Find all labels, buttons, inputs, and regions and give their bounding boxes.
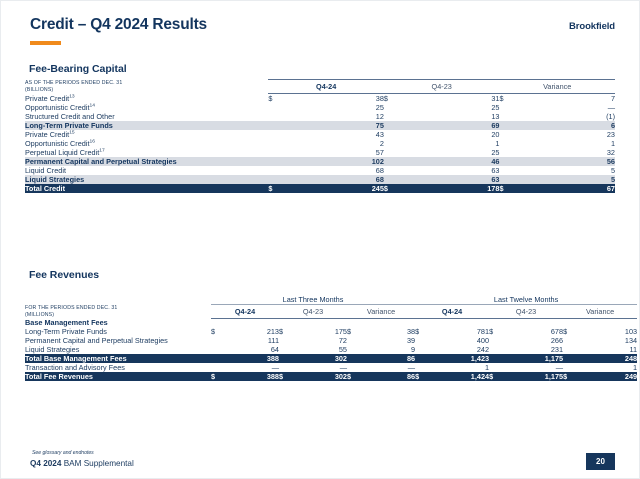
cell-value: 213: [227, 327, 279, 336]
currency-symbol: [415, 363, 431, 372]
cell-value: 20: [405, 130, 500, 139]
currency-symbol: [268, 103, 289, 112]
table-row: [25, 318, 637, 327]
cell-value: 103: [579, 327, 637, 336]
cell-value: 11: [579, 345, 637, 354]
cell-value: 248: [579, 354, 637, 363]
table-row: [25, 345, 637, 354]
currency-symbol: [347, 363, 363, 372]
currency-symbol: [499, 112, 520, 121]
cell-value: 86: [363, 354, 415, 363]
currency-symbol: [347, 354, 363, 363]
currency-symbol: $: [489, 327, 505, 336]
fee-bearing-capital-table: [25, 79, 615, 193]
table-body: [25, 93, 615, 193]
currency-symbol: [268, 175, 289, 184]
currency-symbol: $: [211, 327, 227, 336]
row-label: Liquid Strategies: [25, 345, 211, 354]
table-row: [25, 93, 615, 103]
cell-value: [505, 318, 563, 327]
cell-value: 102: [289, 157, 384, 166]
column-header-q423: Q4-23: [431, 81, 452, 91]
row-label: Transaction and Advisory Fees: [25, 363, 211, 372]
currency-symbol: [489, 363, 505, 372]
currency-symbol: [211, 363, 227, 372]
cell-value: 7: [520, 93, 615, 103]
footnote-marker: 17: [99, 148, 105, 154]
currency-symbol: [563, 318, 579, 327]
currency-symbol: [268, 121, 289, 130]
currency-symbol: $: [415, 372, 431, 381]
cell-value: [363, 318, 415, 327]
section-title-fee-bearing-capital: Fee-Bearing Capital: [29, 63, 127, 75]
col-rule-l12m-variance: [563, 305, 637, 319]
column-header-l3m-q424: Q4-24: [234, 306, 256, 316]
page-title: Credit – Q4 2024 Results: [30, 16, 207, 33]
table-row: [25, 139, 615, 148]
row-label: Long-Term Private Funds: [25, 121, 268, 130]
cell-value: 1: [431, 363, 489, 372]
currency-symbol: [384, 130, 405, 139]
currency-symbol: [384, 121, 405, 130]
cell-value: 388: [227, 354, 279, 363]
cell-value: 1,423: [431, 354, 489, 363]
cell-value: [431, 318, 489, 327]
cell-value: 1,175: [505, 354, 563, 363]
currency-symbol: [384, 148, 405, 157]
cell-value: 1,424: [431, 372, 489, 381]
cell-value: (1): [520, 112, 615, 121]
cell-value: 1: [405, 139, 500, 148]
cell-value: 23: [520, 130, 615, 139]
currency-symbol: $: [211, 372, 227, 381]
cell-value: [579, 318, 637, 327]
column-header-q424: Q4-24: [316, 81, 337, 91]
cell-value: 75: [289, 121, 384, 130]
cell-value: —: [363, 363, 415, 372]
spacer-cell: [25, 295, 211, 305]
currency-symbol: [279, 363, 295, 372]
footnote-marker: 15: [69, 130, 75, 136]
group-header-last-twelve-months: Last Twelve Months: [415, 295, 637, 305]
cell-value: 72: [295, 336, 347, 345]
table-row: [25, 372, 637, 381]
cell-value: 111: [227, 336, 279, 345]
currency-symbol: [499, 103, 520, 112]
currency-symbol: [347, 345, 363, 354]
currency-symbol: [489, 318, 505, 327]
cell-value: 178: [405, 184, 500, 193]
currency-symbol: [415, 336, 431, 345]
row-label: Total Fee Revenues: [25, 372, 211, 381]
cell-value: 5: [520, 166, 615, 175]
col-rule-variance: [499, 80, 615, 94]
currency-symbol: [279, 318, 295, 327]
currency-symbol: [279, 345, 295, 354]
row-label: Liquid Strategies: [25, 175, 268, 184]
currency-symbol: [268, 139, 289, 148]
table-row: [25, 354, 637, 363]
row-label: Base Management Fees: [25, 318, 108, 327]
row-label: Permanent Capital and Perpetual Strategies: [25, 336, 211, 345]
cell-value: 781: [431, 327, 489, 336]
footer-note: See glossary and endnotes: [32, 450, 94, 456]
row-label: Private Credit$^{13}$: [25, 93, 268, 103]
table-row: [25, 166, 615, 175]
currency-symbol: [347, 336, 363, 345]
caption-line-1: AS OF THE PERIODS ENDED DEC. 31: [25, 80, 123, 86]
currency-symbol: [499, 175, 520, 184]
cell-value: 69: [405, 121, 500, 130]
section-title-fee-revenues: Fee Revenues: [29, 269, 100, 281]
currency-symbol: $: [279, 327, 295, 336]
cell-value: 9: [363, 345, 415, 354]
column-header-variance: Variance: [543, 81, 572, 91]
footer-title: [30, 459, 134, 468]
currency-symbol: $: [489, 372, 505, 381]
cell-value: —: [295, 363, 347, 372]
currency-symbol: $: [279, 372, 295, 381]
table-body: [25, 318, 637, 381]
cell-value: 56: [520, 157, 615, 166]
table-row: [25, 363, 637, 372]
currency-symbol: [384, 103, 405, 112]
cell-value: 25: [289, 103, 384, 112]
cell-value: 1: [579, 363, 637, 372]
currency-symbol: $: [415, 327, 431, 336]
cell-value: 55: [295, 345, 347, 354]
table-row: [25, 184, 615, 193]
footnote-marker: 13: [69, 94, 75, 100]
currency-symbol: [384, 175, 405, 184]
cell-value: 38: [289, 93, 384, 103]
currency-symbol: [268, 148, 289, 157]
cell-value: 38: [363, 327, 415, 336]
currency-symbol: $: [499, 93, 520, 103]
cell-value: 245: [289, 184, 384, 193]
accent-rule: [30, 41, 61, 45]
currency-symbol: [489, 345, 505, 354]
footer-title-rest: BAM Supplemental: [61, 459, 134, 468]
column-header-row: [25, 305, 637, 319]
row-label: Total Base Management Fees: [25, 354, 211, 363]
cell-value: 39: [363, 336, 415, 345]
table-row: [25, 157, 615, 166]
row-label: Liquid Credit: [25, 166, 268, 175]
footer-title-bold: Q4 2024: [30, 459, 62, 468]
currency-symbol: [499, 139, 520, 148]
currency-symbol: $: [347, 327, 363, 336]
caption-line-2: (BILLIONS): [25, 86, 54, 93]
group-header-last-three-months: Last Three Months: [211, 295, 415, 305]
col-rule-q424: [268, 80, 384, 94]
caption-line-1: FOR THE PERIODS ENDED DEC. 31: [25, 305, 118, 311]
column-header-l12m-variance: Variance: [585, 306, 615, 316]
cell-value: 25: [405, 148, 500, 157]
cell-value: 388: [227, 372, 279, 381]
currency-symbol: [279, 336, 295, 345]
cell-value: [295, 318, 347, 327]
currency-symbol: [211, 336, 227, 345]
cell-value: 2: [289, 139, 384, 148]
row-label: Permanent Capital and Perpetual Strategies: [25, 157, 268, 166]
cell-value: —: [520, 103, 615, 112]
cell-value: 1,175: [505, 372, 563, 381]
group-header-row: [25, 295, 637, 305]
cell-value: 63: [405, 166, 500, 175]
currency-symbol: [211, 345, 227, 354]
column-header-l12m-q423: Q4-23: [515, 306, 537, 316]
cell-value: 134: [579, 336, 637, 345]
col-rule-l12m-q423: [489, 305, 563, 319]
footnote-marker: 14: [89, 103, 95, 109]
row-label: Opportunistic Credit$^{16}$: [25, 139, 268, 148]
currency-symbol: [415, 345, 431, 354]
column-header-l3m-variance: Variance: [366, 306, 396, 316]
table-row: [25, 121, 615, 130]
currency-symbol: [563, 363, 579, 372]
cell-value: 5: [520, 175, 615, 184]
slide-footer: [1, 438, 639, 478]
currency-symbol: $: [384, 184, 405, 193]
cell-value: 175: [295, 327, 347, 336]
cell-value: 32: [520, 148, 615, 157]
currency-symbol: $: [563, 327, 579, 336]
currency-symbol: [347, 318, 363, 327]
currency-symbol: [489, 336, 505, 345]
currency-symbol: [268, 130, 289, 139]
currency-symbol: $: [499, 184, 520, 193]
table-head: [25, 80, 615, 94]
cell-value: 266: [505, 336, 563, 345]
cell-value: 302: [295, 354, 347, 363]
cell-value: 57: [289, 148, 384, 157]
row-label: Long-Term Private Funds: [25, 327, 211, 336]
currency-symbol: [499, 121, 520, 130]
row-label: Total Credit: [25, 184, 268, 193]
currency-symbol: [499, 166, 520, 175]
cell-value: 31: [405, 93, 500, 103]
table-row: [25, 148, 615, 157]
table-row: [25, 175, 615, 184]
cell-value: 67: [520, 184, 615, 193]
currency-symbol: $: [268, 93, 289, 103]
col-rule-l3m-q424: [211, 305, 279, 319]
currency-symbol: [415, 318, 431, 327]
currency-symbol: $: [384, 93, 405, 103]
cell-value: 13: [405, 112, 500, 121]
cell-value: 400: [431, 336, 489, 345]
cell-value: 25: [405, 103, 500, 112]
brand-logo: Brookfield: [569, 21, 615, 32]
row-label: Private Credit$^{15}$: [25, 130, 268, 139]
section-fee-revenues: [25, 269, 638, 381]
cell-value: 249: [579, 372, 637, 381]
cell-value: 68: [289, 175, 384, 184]
row-label: Perpetual Liquid Credit$^{17}$: [25, 148, 268, 157]
cell-value: 12: [289, 112, 384, 121]
cell-value: 6: [520, 121, 615, 130]
currency-symbol: $: [347, 372, 363, 381]
col-rule-l3m-q423: [279, 305, 347, 319]
cell-value: 68: [289, 166, 384, 175]
table-caption: [25, 305, 211, 319]
page-number-badge: 20: [586, 453, 615, 470]
table-header-row: [25, 80, 615, 94]
currency-symbol: [563, 336, 579, 345]
table-row: [25, 130, 615, 139]
caption-line-2: (MILLIONS): [25, 311, 55, 318]
currency-symbol: [499, 148, 520, 157]
cell-value: 231: [505, 345, 563, 354]
cell-value: 63: [405, 175, 500, 184]
table-caption: [25, 80, 268, 94]
table-head: [25, 295, 637, 318]
cell-value: 302: [295, 372, 347, 381]
currency-symbol: [384, 157, 405, 166]
currency-symbol: [279, 354, 295, 363]
currency-symbol: [499, 157, 520, 166]
currency-symbol: [563, 345, 579, 354]
col-rule-q423: [384, 80, 500, 94]
row-label: Opportunistic Credit$^{14}$: [25, 103, 268, 112]
cell-value: 46: [405, 157, 500, 166]
currency-symbol: [489, 354, 505, 363]
fee-revenues-table: [25, 295, 637, 381]
row-label: Structured Credit and Other: [25, 112, 268, 121]
cell-value: 1: [520, 139, 615, 148]
table-row: [25, 336, 637, 345]
currency-symbol: [563, 354, 579, 363]
section-fee-bearing-capital: [25, 63, 615, 193]
currency-symbol: [268, 166, 289, 175]
cell-value: —: [505, 363, 563, 372]
cell-value: 242: [431, 345, 489, 354]
currency-symbol: [415, 354, 431, 363]
table-row: [25, 103, 615, 112]
currency-symbol: [268, 157, 289, 166]
table-row: [25, 112, 615, 121]
currency-symbol: $: [268, 184, 289, 193]
currency-symbol: $: [563, 372, 579, 381]
column-header-l12m-q424: Q4-24: [441, 306, 463, 316]
slide-header: [1, 1, 639, 53]
table-row: [25, 327, 637, 336]
cell-value: 43: [289, 130, 384, 139]
col-rule-l3m-variance: [347, 305, 415, 319]
currency-symbol: [384, 112, 405, 121]
cell-value: 64: [227, 345, 279, 354]
currency-symbol: [211, 318, 227, 327]
cell-value: 86: [363, 372, 415, 381]
footnote-marker: 16: [89, 139, 95, 145]
column-header-l3m-q423: Q4-23: [302, 306, 324, 316]
cell-value: —: [227, 363, 279, 372]
currency-symbol: [211, 354, 227, 363]
currency-symbol: [384, 166, 405, 175]
cell-value: [227, 318, 279, 327]
col-rule-l12m-q424: [415, 305, 489, 319]
currency-symbol: [268, 112, 289, 121]
cell-value: 678: [505, 327, 563, 336]
currency-symbol: [384, 139, 405, 148]
currency-symbol: [499, 130, 520, 139]
